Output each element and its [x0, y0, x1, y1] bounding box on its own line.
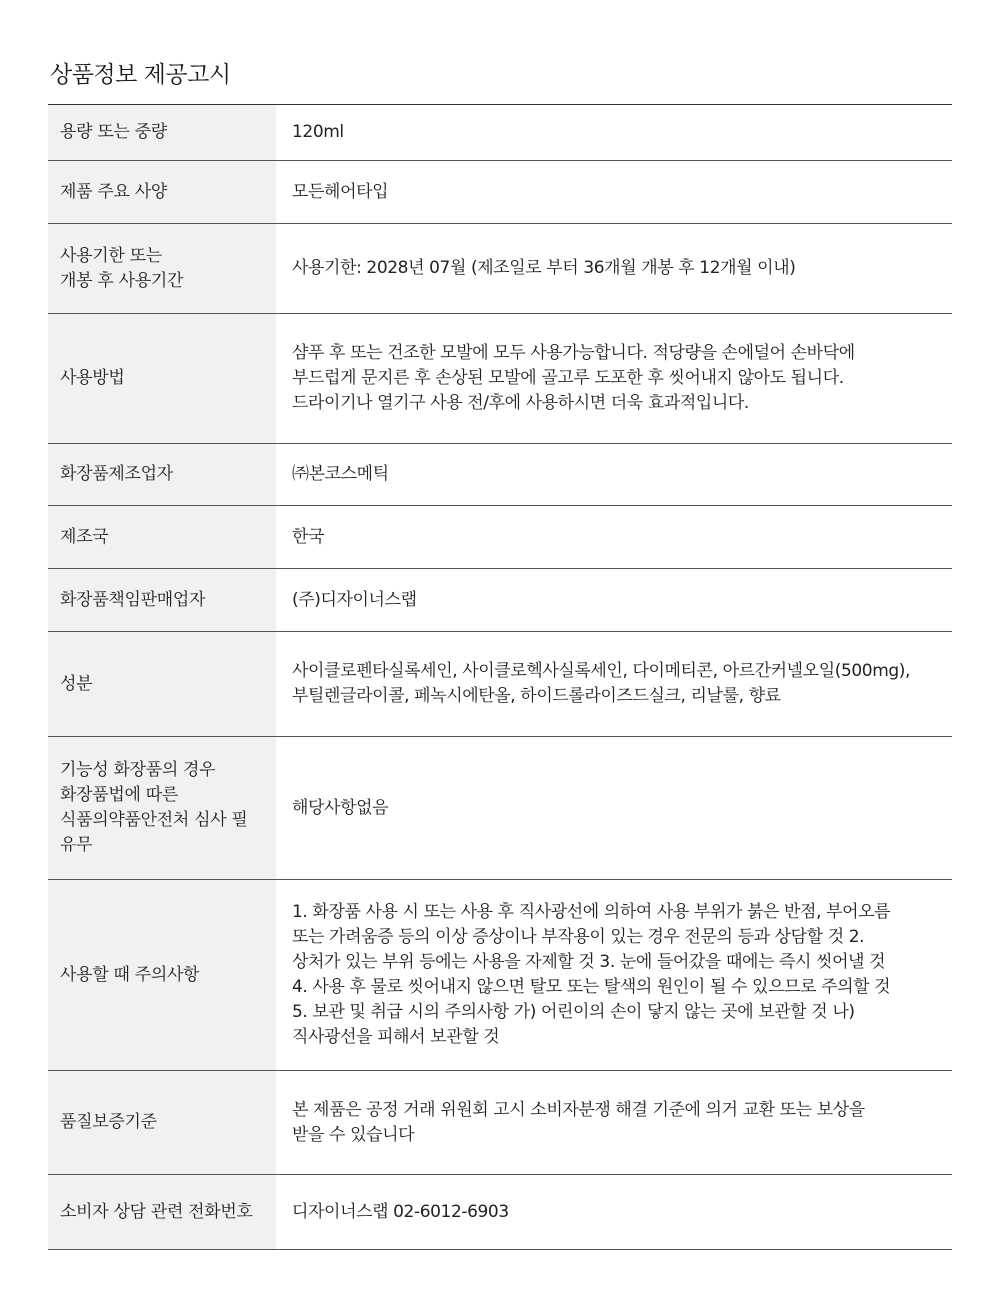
row-label: 사용할 때 주의사항: [48, 880, 276, 1071]
row-value: 120ml: [292, 122, 344, 142]
row-value: 사이클로펜타실록세인, 사이클로헥사실록세인, 다이메티콘, 아르간커넬오일(500mg), 부틸렌글라이콜, 페녹시에탄올, 하이드롤라이즈드실크, 리날룰, 향료: [292, 661, 910, 706]
row-label: 성분: [48, 632, 276, 737]
row-value: 샴푸 후 또는 건조한 모발에 모두 사용가능합니다. 적당량을 손에덜어 손바닥에 부드럽게 문지른 후 손상된 모발에 골고루 도포한 후 씻어내지 않아도 됩니다. 드라이기나 열기구 사용 전/후에 사용하시면 더욱 효과적입니다.: [292, 343, 855, 413]
row-value: 본 제품은 공정 거래 위원회 고시 소비자분쟁 해결 기준에 의거 교환 또는 보상을 받을 수 있습니다: [292, 1099, 865, 1145]
table-row: [48, 506, 952, 569]
row-label: 화장품제조업자: [48, 444, 276, 506]
row-value: 사용기한: 2028년 07월 (제조일로 부터 36개월 개봉 후 12개월 이내): [292, 258, 796, 278]
table-row: [48, 224, 952, 314]
table-row: [48, 1175, 952, 1250]
table-row: [48, 161, 952, 224]
table-row: [48, 314, 952, 444]
product-info-table: [48, 104, 952, 1250]
table-row: [48, 880, 952, 1071]
row-label: 기능성 화장품의 경우 화장품법에 따른 식품의약품안전처 심사 필 유무: [48, 737, 276, 880]
table-row: [48, 444, 952, 506]
page-title: 상품정보 제공고시: [50, 62, 231, 88]
row-value: (주)디자이너스랩: [292, 589, 417, 610]
row-label: 제조국: [48, 506, 276, 569]
table-row: [48, 105, 952, 161]
row-label: 용량 또는 중량: [48, 105, 276, 161]
row-value: 모든헤어타입: [292, 181, 389, 202]
table-row: [48, 569, 952, 632]
row-value: 한국: [292, 526, 325, 547]
table-row: [48, 1071, 952, 1175]
row-value: 해당사항없음: [292, 797, 389, 818]
table-row: [48, 632, 952, 737]
row-value: 1. 화장품 사용 시 또는 사용 후 직사광선에 의하여 사용 부위가 붉은 반점, 부어오름 또는 가려움증 등의 이상 증상이나 부작용이 있는 경우 전문의 등과 상담할 것 2. 상처가 있는 부위 등에는 사용을 자제할 것 3. 눈에 들어갔을 때에는 즉시 씻어낼 것 4. 사용 후 물로 씻어내지 않으면 탈모 또는 탈색의 원인이 될 수 있으므로 주의할 것 5. 보관 및 취급 시의 주의사항 가) 어린이의 손이 닿지 않는 곳에 보관할 것 나) 직사광선을 피해서 보관할 것: [292, 902, 891, 1047]
row-label: 소비자 상담 관련 전화번호: [48, 1175, 276, 1250]
row-value: 디자이너스랩 02-6012-6903: [292, 1201, 509, 1222]
row-label: 제품 주요 사양: [48, 161, 276, 224]
row-value: ㈜본코스메틱: [292, 464, 389, 484]
row-label: 화장품책임판매업자: [48, 569, 276, 632]
row-label: 품질보증기준: [48, 1071, 276, 1175]
table-row: [48, 737, 952, 880]
row-label: 사용기한 또는 개봉 후 사용기간: [48, 224, 276, 314]
row-label: 사용방법: [48, 314, 276, 444]
